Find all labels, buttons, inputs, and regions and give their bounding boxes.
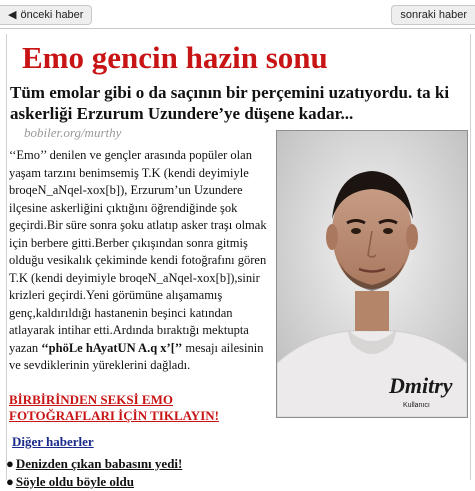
article-subtitle: Tüm emolar gibi o da saçının bir perçemini uzatıyordu. ta ki askerliği Erzurum Uzundere’ye düşene kadar... — [10, 83, 450, 123]
other-news-list — [6, 455, 306, 491]
next-news-button[interactable] — [391, 5, 475, 25]
article-body-end: mesajı ailesinin ve sevdiklerinin yüreklerini dağladı. — [9, 340, 264, 372]
promo-link[interactable]: BİRBİRİNDEN SEKSİ EMO FOTOĞRAFLARI İÇİN TIKLAYIN! — [9, 392, 219, 423]
photo-watermark-sub: Kullanıcı — [403, 402, 430, 409]
list-item — [6, 473, 306, 491]
article-photo — [276, 130, 468, 418]
other-news-link-2[interactable]: Söyle oldu böyle oldu — [15, 474, 134, 489]
photo-watermark: Dmitry — [389, 373, 453, 398]
article-quote: ‘‘phöLe hAyatUN A.q x’[’’ — [41, 340, 183, 355]
list-item — [6, 455, 306, 473]
article-source: bobiler.org/murthy — [24, 125, 122, 140]
bullet-icon: ● — [6, 474, 14, 489]
other-news-heading[interactable]: Diğer haberler — [12, 434, 94, 449]
arrow-left-icon: ◀ — [8, 9, 17, 21]
bullet-icon: ● — [6, 456, 14, 471]
top-navigation-bar — [0, 0, 475, 29]
previous-news-label: önceki haber — [20, 9, 84, 21]
portrait-image — [277, 131, 467, 417]
next-news-label: sonraki haber — [400, 9, 467, 21]
article-body — [9, 147, 269, 375]
other-news-link-1[interactable]: Denizden çıkan babasını yedi! — [15, 456, 183, 471]
previous-news-button[interactable] — [0, 5, 92, 25]
article-title: Emo gencin hazin sonu — [22, 40, 328, 75]
article-body-text: ‘‘Emo’’ denilen ve gençler arasında popüler olan yaşam tarzını benimsemiş T.K (kendi deyimiyle broqeN_aNqel-xox[b]), Erzurum’un Uzundere ilçesine askerliğini çıktığını öğrendiğinde şok geçirdi.Bir süre sonra şoku atlatıp asker traşı olmak için berbere gitti.Berber çıkışından sonra gitmiş olduğu vesikalık çekiminde kendi fotoğrafını gören T.K (kendi deyimiyle broqeN_aNqel-xox[b]),sinir krizleri geçirdi.Yeni görümüne alışamamış genç,kaldırıldığı hastanenin beşinci katından atlayarak intihar etti.Ardında bıraktığı mektupta yazan — [9, 148, 267, 355]
